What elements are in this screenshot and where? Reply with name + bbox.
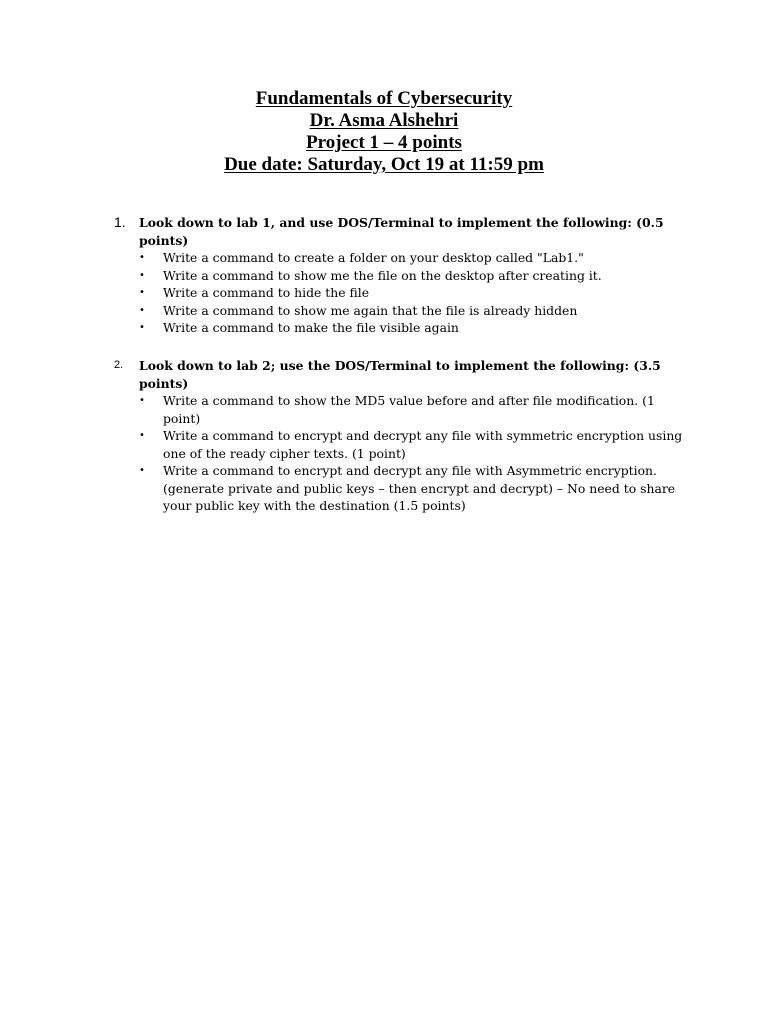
item-text: Write a command to show me the file on the desktop after creating it. xyxy=(163,267,602,283)
list-item xyxy=(139,302,694,320)
bullet-icon: • xyxy=(139,287,145,298)
list-item xyxy=(139,392,694,427)
bullet-icon: • xyxy=(139,430,145,441)
list-item xyxy=(139,427,694,462)
item-text: Write a command to create a folder on your desktop called "Lab1." xyxy=(163,250,584,265)
question-heading: Look down to lab 1, and use DOS/Terminal to implement the following: (0.5 points) xyxy=(139,215,664,248)
bullet-icon: • xyxy=(139,269,145,281)
question-number: 1. xyxy=(114,214,126,230)
project-title: Project 1 – 4 points xyxy=(306,132,462,153)
item-text: Write a command to encrypt and decrypt any file with Asymmetric encryption. (generate private and public keys – then encrypt and decrypt) – No need to share your public key with the destination (1.5 points) xyxy=(163,463,676,513)
list-item xyxy=(139,462,694,515)
course-title: Fundamentals of Cybersecurity xyxy=(255,88,513,109)
question-items xyxy=(139,392,694,515)
list-item xyxy=(139,249,694,267)
bullet-icon: • xyxy=(139,465,145,476)
item-text: Write a command to show me again that the file is already hidden xyxy=(163,302,578,318)
list-item xyxy=(139,319,694,337)
list-item xyxy=(139,267,694,285)
question-1 xyxy=(114,214,694,337)
bullet-icon: • xyxy=(139,252,145,263)
question-heading: Look down to lab 2; use the DOS/Terminal to implement the following: (3.5 points) xyxy=(139,358,661,391)
due-date: Due date: Saturday, Oct 19 at 11:59 pm xyxy=(224,154,544,175)
item-text: Write a command to encrypt and decrypt any file with symmetric encryption using one of the ready cipher texts. (1 point) xyxy=(163,428,683,461)
item-text: Write a command to make the file visible again xyxy=(163,320,459,335)
question-number: 2. xyxy=(114,359,124,371)
bullet-icon: • xyxy=(139,322,145,333)
question-items xyxy=(139,249,694,337)
question-2 xyxy=(114,357,694,515)
bullet-icon: • xyxy=(139,304,145,316)
instructor-name: Dr. Asma Alshehri xyxy=(309,110,459,131)
item-text: Write a command to hide the file xyxy=(163,285,370,300)
item-text: Write a command to show the MD5 value before and after file modification. (1 point) xyxy=(163,393,655,426)
document-header xyxy=(0,88,768,176)
list-item xyxy=(139,284,694,302)
bullet-icon: • xyxy=(139,395,145,406)
